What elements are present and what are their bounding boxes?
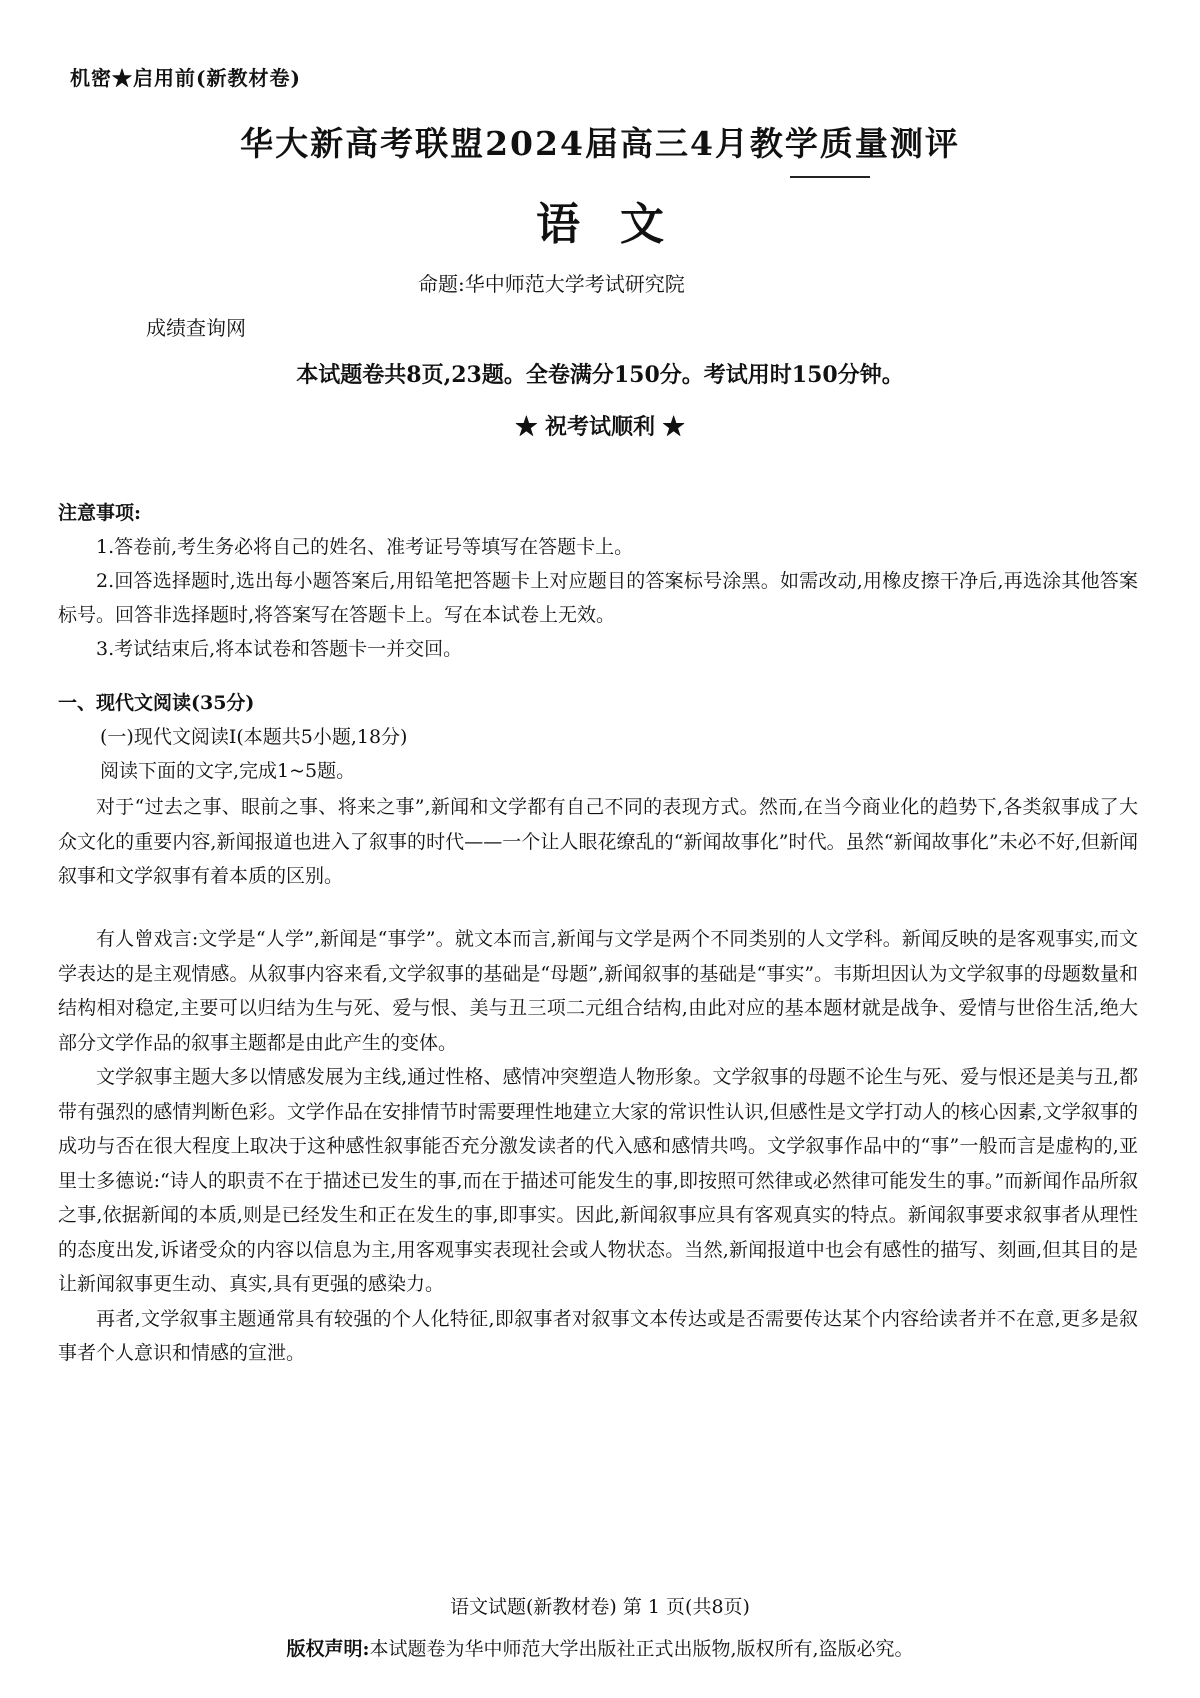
good-luck-line: ★ 祝考试顺利 ★ <box>515 414 685 440</box>
copyright-text: 本试题卷为华中师范大学出版社正式出版物,版权所有,盗版必究。 <box>369 1638 914 1660</box>
passage-paragraph: 对于“过去之事、眼前之事、将来之事”,新闻和文学都有自己不同的表现方式。然而,在当今商业化的趋势下,各类叙事成了大众文化的重要内容,新闻报道也进入了叙事的时代——一个让人眼花缭乱的“新闻故事化”时代。虽然“新闻故事化”未必不好,但新闻叙事和文学叙事有着本质的区别。 <box>58 796 1138 887</box>
title-underline <box>790 176 870 178</box>
notice-item: 2.回答选择题时,选出每小题答案后,用铅笔把答题卡上对应题目的答案标号涂黑。如需改动,用橡皮擦干净后,再选涂其他答案标号。回答非选择题时,将答案写在答题卡上。写在本试卷上无效。 <box>58 570 1138 626</box>
reading-instruction: 阅读下面的文字,完成1~5题。 <box>100 760 356 782</box>
section-heading: 一、现代文阅读(35分) <box>58 692 255 714</box>
passage-paragraph: 文学叙事主题大多以情感发展为主线,通过性格、感情冲突塑造人物形象。文学叙事的母题不论生与死、爱与恨还是美与丑,都带有强烈的感情判断色彩。文学作品在安排情节时需要理性地建立大家的常识性认识,但感性是文学打动人的核心因素,文学叙事的成功与否在很大程度上取决于这种感性叙事能否充分激发读者的代入感和感情共鸣。文学叙事作品中的“事”一般而言是虚构的,亚里士多德说:“诗人的职责不在于描述已发生的事,而在于描述可能发生的事,即按照可然律或必然律可能发生的事。”而新闻作品所叙之事,依据新闻的本质,则是已经发生和正在发生的事,即事实。因此,新闻叙事应具有客观真实的特点。新闻叙事要求叙事者从理性的态度出发,诉诸受众的内容以信息为主,用客观事实表现社会或人物状态。当然,新闻报道中也会有感性的描写、刻画,但其目的是让新闻叙事更生动、真实,具有更强的感染力。 <box>58 1066 1138 1295</box>
notice-item: 1.答卷前,考生务必将自己的姓名、准考证号等填写在答题卡上。 <box>96 536 634 558</box>
notice-heading: 注意事项: <box>58 502 142 524</box>
passage-body <box>58 922 1138 1371</box>
copyright-notice <box>0 1634 1200 1661</box>
exam-info: 本试题卷共8页,23题。全卷满分150分。考试用时150分钟。 <box>296 362 904 388</box>
passage-intro <box>58 790 1138 894</box>
exam-title: 华大新高考联盟2024届高三4月教学质量测评 <box>240 124 960 163</box>
confidential-label: 机密★启用前(新教材卷) <box>70 66 301 90</box>
passage-paragraph: 再者,文学叙事主题通常具有较强的个人化特征,即叙事者对叙事文本传达或是否需要传达某个内容给读者并不在意,更多是叙事者个人意识和情感的宣泄。 <box>58 1307 1138 1364</box>
notice-list <box>58 530 1138 666</box>
passage-paragraph: 有人曾戏言:文学是“人学”,新闻是“事学”。就文本而言,新闻与文学是两个不同类别的人文学科。新闻反映的是客观事实,而文学表达的是主观情感。从叙事内容来看,文学叙事的基础是“母题”,新闻叙事的基础是“事实”。韦斯坦因认为文学叙事的母题数量和结构相对稳定,主要可以归结为生与死、爱与恨、美与丑三项二元组合结构,由此对应的基本题材就是战争、爱情与世俗生活,绝大部分文学作品的叙事主题都是由此产生的变体。 <box>58 928 1138 1054</box>
page-footer: 语文试题(新教材卷) 第 1 页(共8页) <box>450 1596 750 1618</box>
notice-item: 3.考试结束后,将本试卷和答题卡一并交回。 <box>96 638 463 660</box>
copyright-label: 版权声明: <box>286 1638 370 1660</box>
author-line: 命题:华中师范大学考试研究院 <box>418 272 685 296</box>
score-site-label: 成绩查询网 <box>146 316 246 340</box>
subject-title: 语文 <box>536 199 704 250</box>
subsection-heading: (一)现代文阅读Ⅰ(本题共5小题,18分) <box>100 726 408 748</box>
